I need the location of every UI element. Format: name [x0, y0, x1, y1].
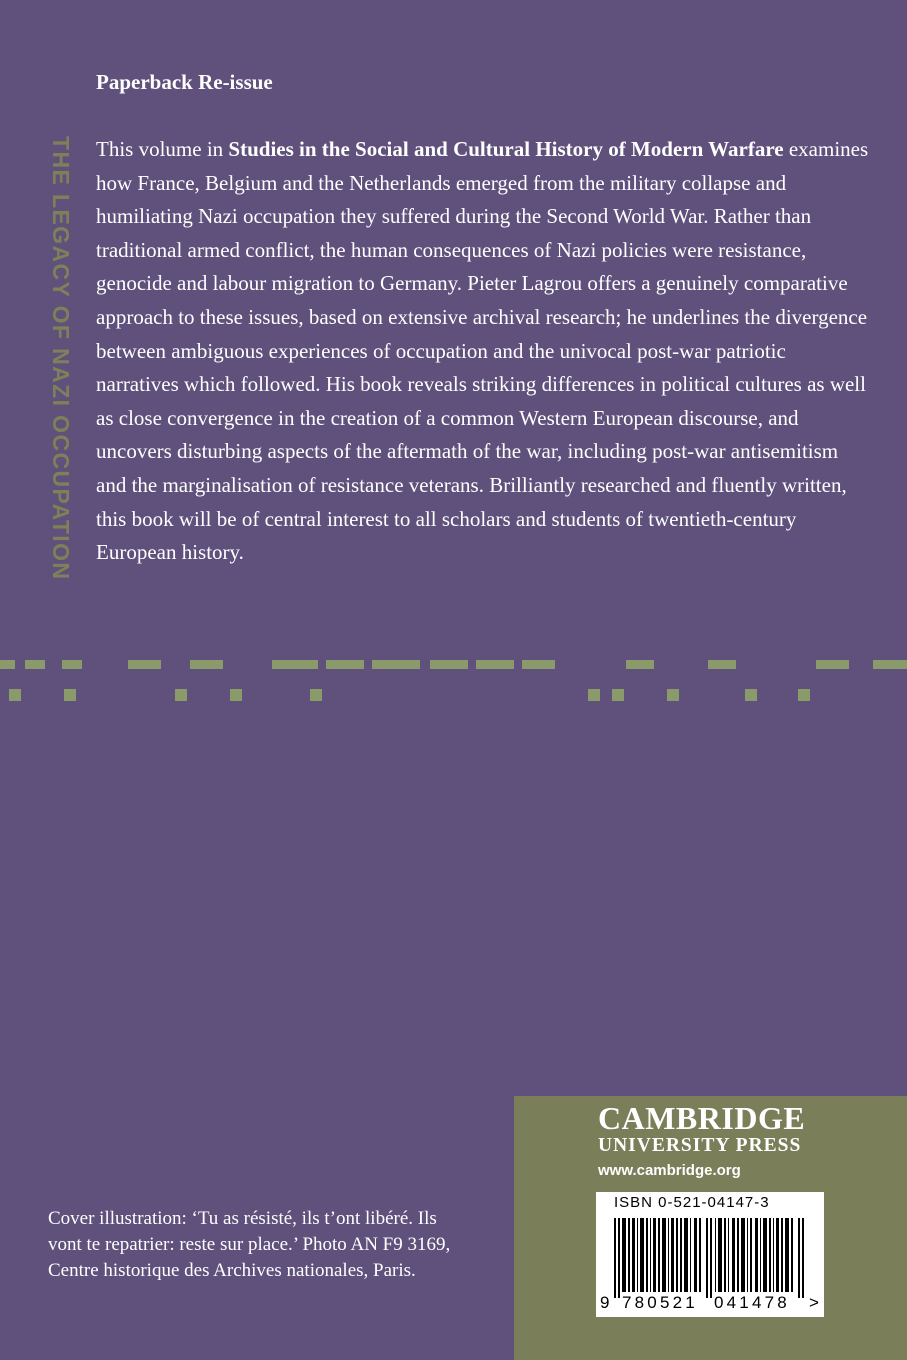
dash-pattern-decoration	[0, 658, 907, 672]
barcode-panel	[596, 1192, 824, 1317]
series-title: Studies in the Social and Cultural History of Modern Warfare	[228, 137, 784, 161]
barcode-digit-first: 9	[600, 1293, 610, 1312]
barcode-graphic	[614, 1218, 810, 1298]
blurb-intro: This volume in	[96, 137, 229, 161]
cover-credit: Cover illustration: ‘Tu as résisté, ils t’ont libéré. Ils vont te repatrier: reste sur place.’ Photo AN F9 3169, Centre historique des Archives nationales, Paris.	[48, 1208, 451, 1281]
isbn-label: ISBN 0-521-04147-3	[614, 1194, 770, 1211]
publisher-name: CAMBRIDGE	[598, 1100, 806, 1136]
publisher-subname: UNIVERSITY PRESS	[598, 1135, 802, 1156]
barcode-digit-group2: 041478	[714, 1293, 790, 1312]
edition-label: Paperback Re-issue	[96, 70, 273, 94]
barcode-arrow: >	[809, 1293, 819, 1312]
spine-title: THE LEGACY OF NAZI OCCUPATION	[48, 136, 74, 581]
blurb-body: examines how France, Belgium and the Netherlands emerged from the military collapse and humiliating Nazi occupation they suffered during the Second World War. Rather than traditional armed conflict, the human consequences of Nazi policies were resistance, genocide and labour migration to Germany. Pieter Lagrou offers a genuinely comparative approach to these issues, based on extensive archival research; he underlines the divergence between ambiguous experiences of occupation and the univocal post-war patriotic narratives which followed. His book reveals striking differences in political cultures as well as close convergence in the creation of a common Western European discourse, and uncovers disturbing aspects of the aftermath of the war, including post-war antisemitism and the marginalisation of resistance veterans. Brilliantly researched and fluently written, this book will be of central interest to all scholars and students of twentieth-century European history.	[96, 137, 869, 565]
publisher-panel	[514, 1096, 907, 1360]
blurb-paragraph	[96, 133, 871, 570]
publisher-url: www.cambridge.org	[598, 1162, 741, 1179]
barcode-digit-group1: 780521	[622, 1293, 698, 1312]
square-pattern-decoration	[0, 688, 907, 702]
